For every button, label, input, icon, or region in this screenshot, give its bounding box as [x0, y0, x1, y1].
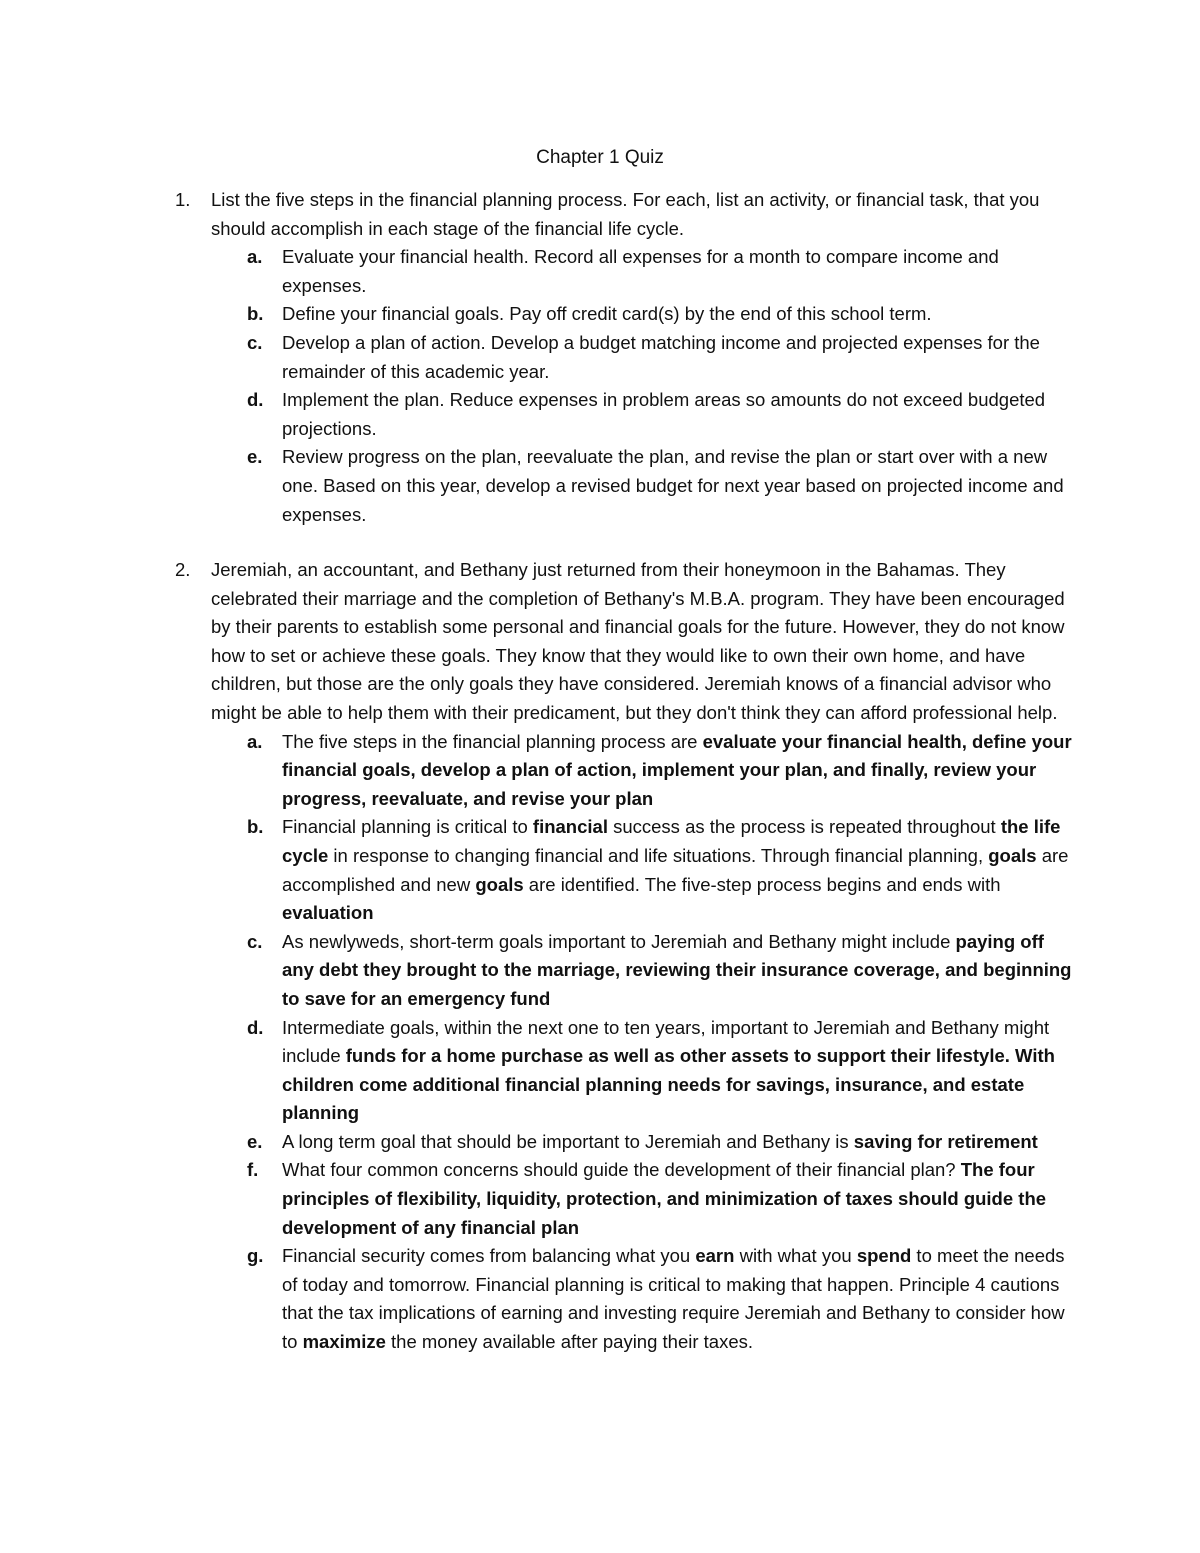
item-text: A long term goal that should be important to Jeremiah and Bethany is [282, 1130, 854, 1152]
item-text: are accomplished and new [282, 844, 1069, 895]
answer-list [175, 243, 1075, 529]
answer-bold: goals [988, 844, 1037, 866]
item-label: d. [247, 1016, 264, 1038]
list-item [175, 813, 1075, 927]
item-label: e. [247, 446, 263, 468]
list-item [175, 386, 1075, 443]
item-label: g. [247, 1245, 264, 1267]
item-label: c. [247, 331, 263, 353]
item-label: e. [247, 1130, 263, 1152]
item-text: Define your financial goals. Pay off credit card(s) by the end of this school term. [282, 303, 932, 325]
item-text: What four common concerns should guide the development of their financial plan? [282, 1159, 961, 1181]
item-text: Financial security comes from balancing what you [282, 1245, 696, 1267]
page-title: Chapter 1 Quiz [536, 147, 664, 168]
item-text: Implement the plan. Reduce expenses in problem areas so amounts do not exceed budgeted projections. [282, 389, 1046, 439]
item-label: f. [247, 1159, 259, 1181]
question-1 [175, 186, 1075, 529]
list-item [175, 300, 1075, 329]
item-text: Financial planning is critical to [282, 816, 533, 838]
item-label: a. [247, 730, 263, 752]
answer-bold: maximize [302, 1331, 386, 1353]
item-text: Evaluate your financial health. Record all expenses for a month to compare income and expenses. [282, 246, 999, 296]
item-text: The five steps in the financial planning process are [282, 730, 703, 752]
answer-bold: saving for retirement [853, 1130, 1038, 1152]
list-item [175, 1128, 1075, 1157]
item-text: are identified. The five-step process begins and ends with [523, 873, 1001, 895]
answer-list [175, 728, 1075, 1357]
question-2 [175, 556, 1075, 1357]
question-text: Jeremiah, an accountant, and Bethany just returned from their honeymoon in the Bahamas. They celebrated their marriage and the completion of Bethany's M.B.A. program. They have been encouraged by their parents to establish some personal and financial goals for the future. However, they do not know how to set or achieve these goals. They know that they would like to own their own home, and have children, but those are the only goals they have considered. Jeremiah knows of a financial advisor who might be able to help them with their predicament, but they don't think they can afford professional help. [211, 559, 1065, 723]
list-item [175, 928, 1075, 1014]
item-text: in response to changing financial and life situations. Through financial planning, [328, 844, 989, 866]
item-label: c. [247, 930, 263, 952]
item-text: with what you [734, 1245, 857, 1267]
list-item [175, 1014, 1075, 1128]
list-item [175, 728, 1075, 814]
item-label: b. [247, 303, 264, 325]
list-item [175, 1242, 1075, 1356]
answer-bold: goals [475, 873, 524, 895]
question-number: 2. [175, 559, 191, 580]
item-label: d. [247, 389, 264, 411]
answer-bold: financial [532, 816, 608, 838]
item-text: the money available after paying their taxes. [385, 1331, 754, 1353]
item-text: Review progress on the plan, reevaluate the plan, and revise the plan or start over with a new one. Based on this year, develop a revised budget for next year based on projected income and expenses. [282, 446, 1064, 525]
question-text: List the five steps in the financial planning process. For each, list an activity, or financial task, that you should accomplish in each stage of the financial life cycle. [211, 189, 1040, 239]
list-item [175, 329, 1075, 386]
item-text: to meet the needs of today and tomorrow. Financial planning is critical to making that happen. Principle 4 cautions that the tax implications of earning and investing require Jeremiah and Bethany to consider how to [282, 1245, 1065, 1353]
item-label: a. [247, 246, 263, 268]
item-text: success as the process is repeated throughout [607, 816, 1001, 838]
question-number: 1. [175, 189, 191, 210]
list-item [175, 1156, 1075, 1242]
answer-bold: paying off any debt they brought to the marriage, reviewing their insurance coverage, and beginning to save for an emergency fund [282, 930, 1072, 1009]
list-item [175, 443, 1075, 529]
answer-bold: funds for a home purchase as well as other assets to support their lifestyle. With children come additional financial planning needs for savings, insurance, and estate planning [282, 1045, 1055, 1124]
item-text: Develop a plan of action. Develop a budget matching income and projected expenses for the remainder of this academic year. [282, 331, 1040, 382]
answer-bold: the life cycle [282, 816, 1061, 866]
answer-bold: The four principles of flexibility, liquidity, protection, and minimization of taxes should guide the development of any financial plan [282, 1159, 1047, 1238]
answer-bold: spend [856, 1245, 912, 1267]
item-label: b. [247, 816, 264, 838]
answer-bold: earn [695, 1245, 735, 1267]
answer-bold: evaluation [282, 902, 374, 924]
item-text: As newlyweds, short-term goals important to Jeremiah and Bethany might include [282, 930, 956, 952]
list-item [175, 243, 1075, 300]
item-text: Intermediate goals, within the next one to ten years, important to Jeremiah and Bethany might include [282, 1016, 1050, 1067]
answer-bold: evaluate your financial health, define your financial goals, develop a plan of action, implement your plan, and finally, review your progress, reevaluate, and revise your plan [282, 730, 1072, 809]
